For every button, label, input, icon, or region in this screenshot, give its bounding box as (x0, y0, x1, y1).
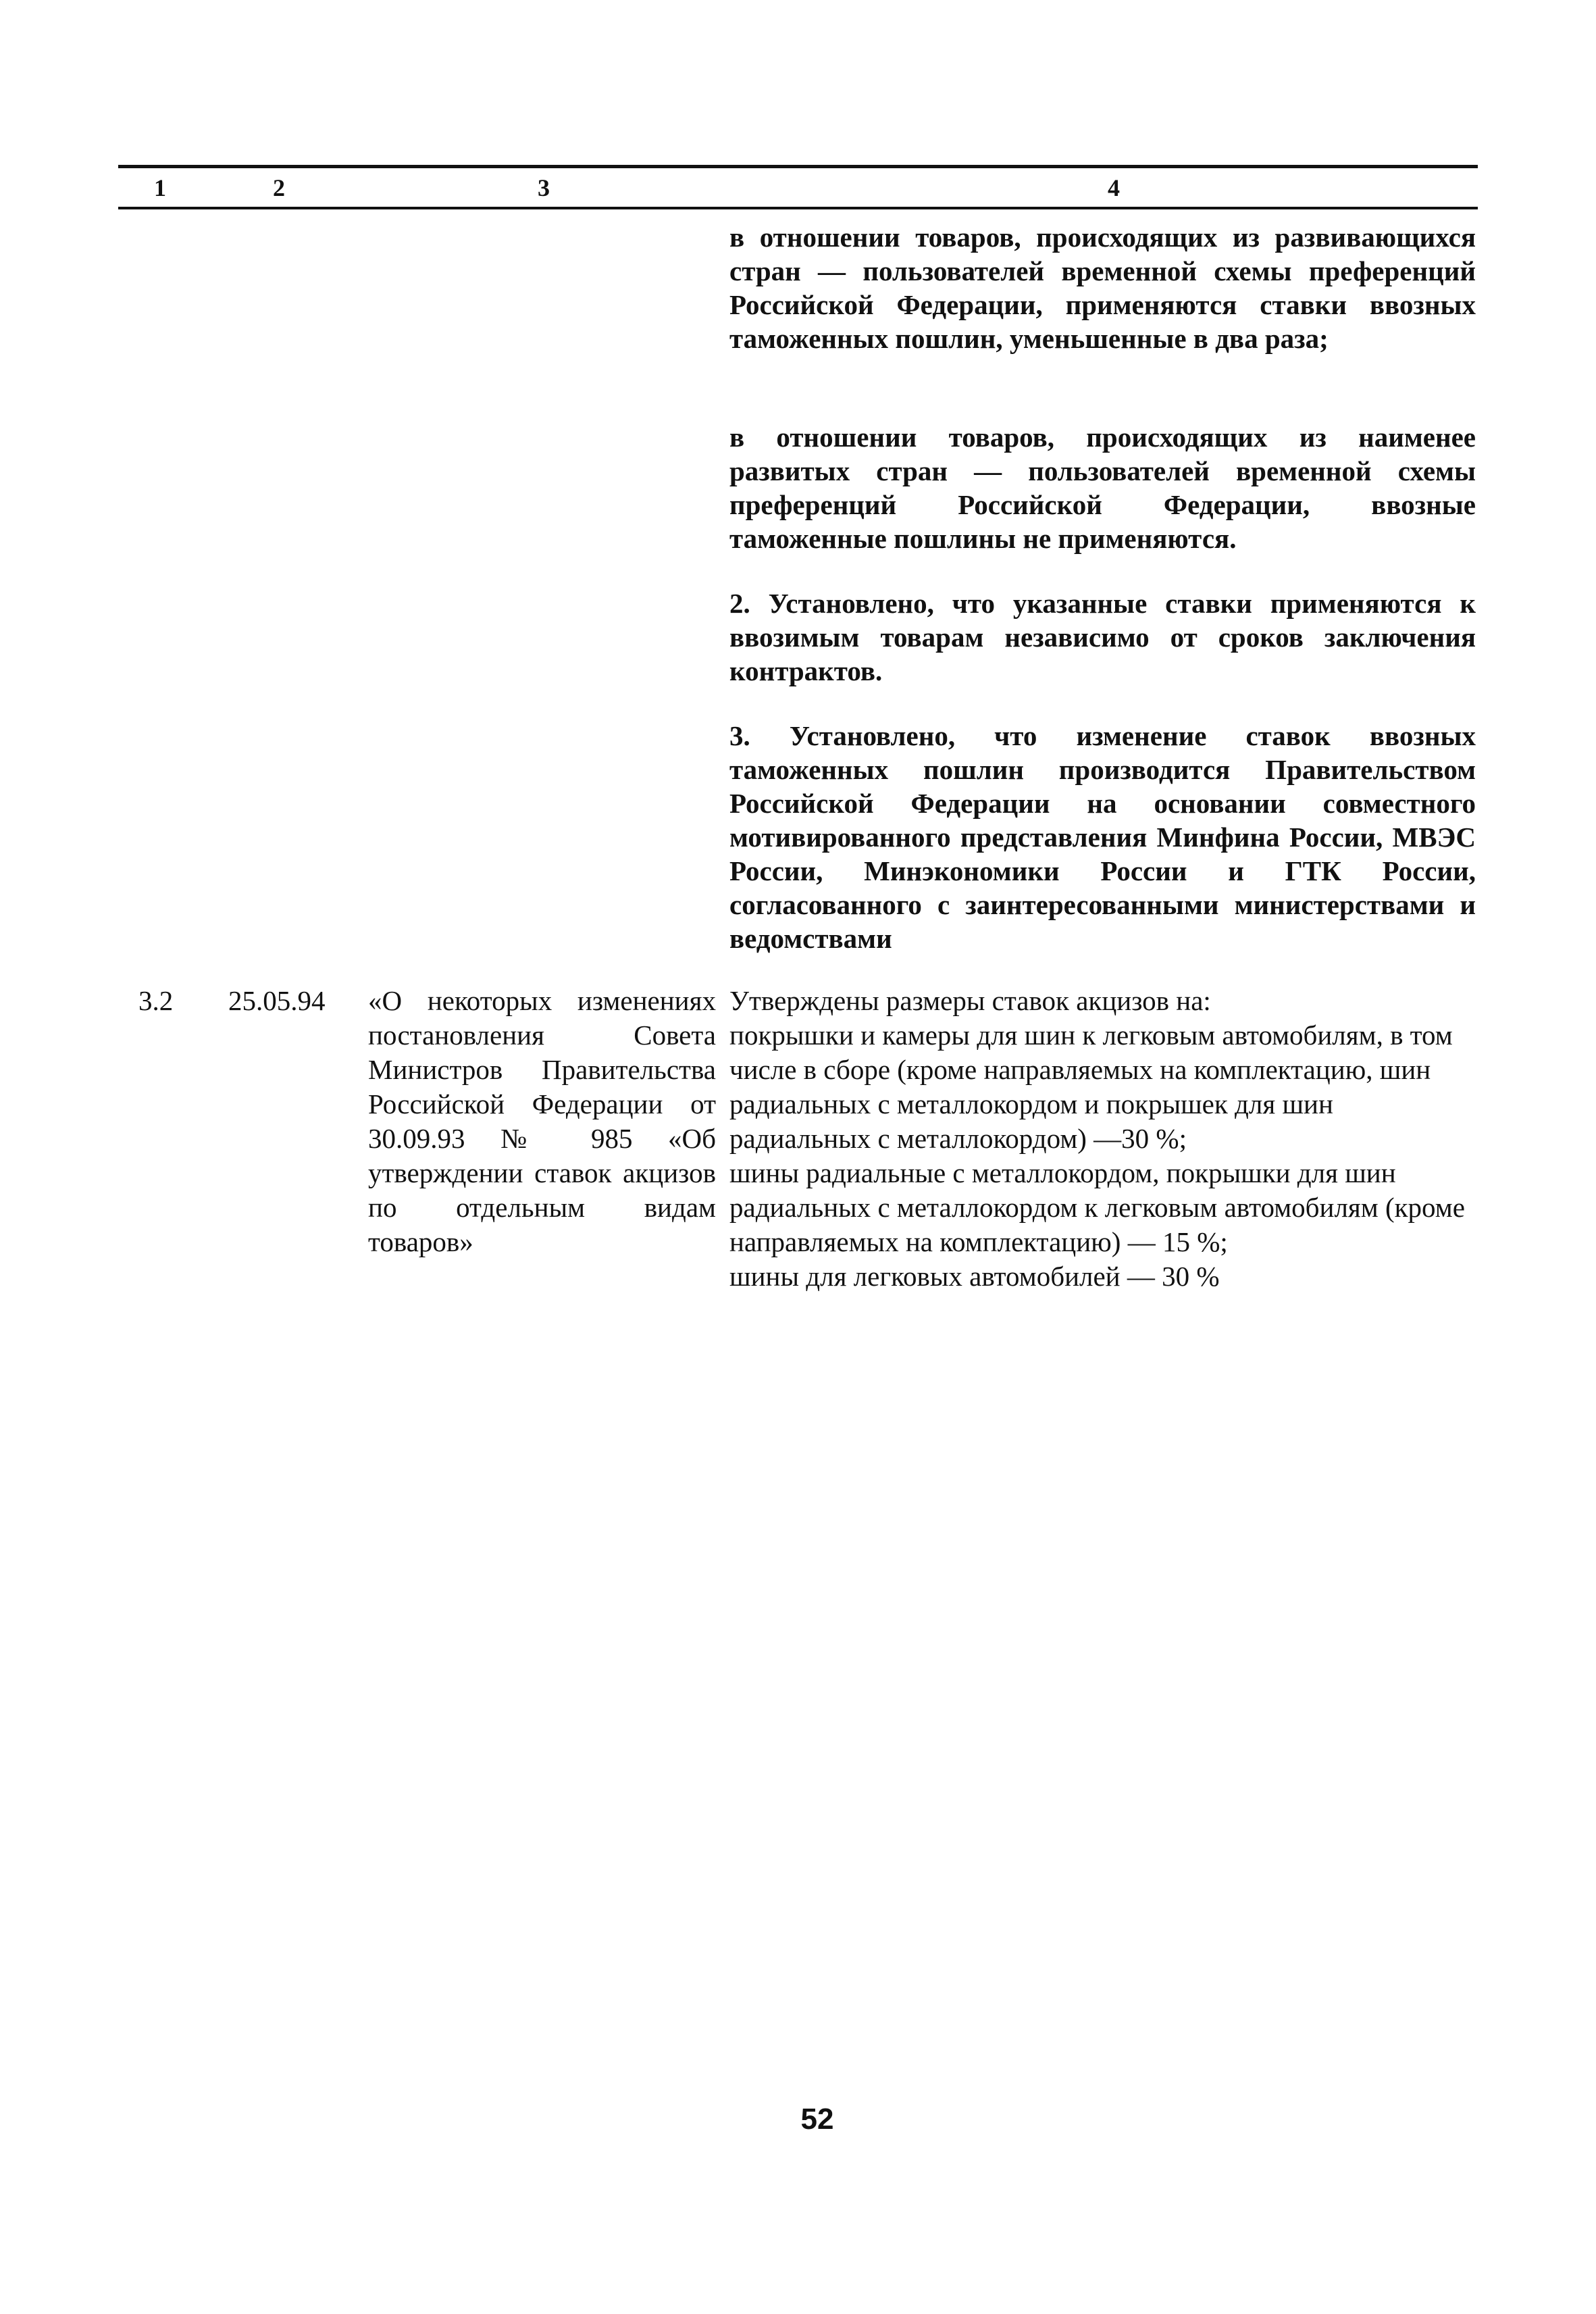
page-number: 52 (800, 2103, 834, 2136)
continued-paragraph: в отношении товаров, происходящих из развивающихся стран — пользователей временной схемы преференций Российской Федерации, применяются ставки ввозных таможенных пошлин, уменьшенные в два раза; (729, 222, 1476, 354)
table-header-rule (118, 207, 1478, 209)
column-number-1: 1 (154, 174, 166, 201)
column-number-2: 2 (273, 174, 285, 201)
table-top-rule (118, 165, 1478, 168)
continued-paragraph: 3. Установлено, что изменение ставок ввозных таможенных пошлин производится Правительством Российской Федерации на основании совместного мотивированного представления Минфина России, МВЭС России, Минэкономики России и ГТК России, согласованного с заинтересованными министерствами и ведомствами (729, 720, 1476, 954)
content-line: шины для легковых автомобилей — 30 % (729, 1261, 1220, 1292)
row-number: 3.2 (138, 985, 174, 1016)
content-line: покрышки и камеры для шин к легковым автомобилям, в том числе в сборе (кроме направляемых на комплектацию, шин радиальных с металлокордом и покрышек для шин радиальных с металлокордом) —30 %; (729, 1020, 1453, 1154)
continued-paragraph: 2. Установлено, что указанные ставки применяются к ввозимым товарам независимо от сроков заключения контрактов. (729, 588, 1476, 686)
content-line: шины радиальные с металлокордом, покрышки для шин радиальных с металлокордом к легковым автомобилям (кроме направляемых на комплектацию) — 15 %; (729, 1157, 1465, 1257)
row-date: 25.05.94 (228, 985, 326, 1016)
content-line: Утверждены размеры ставок акцизов на: (729, 985, 1211, 1016)
row-document-title: «О некоторых изменениях постановления Совета Министров Правительства Российской Федерации от 30.09.93 № 985 «Об утверждении ставок акцизов по отдельным видам товаров» (368, 985, 716, 1257)
row-content (729, 984, 1476, 1294)
continued-paragraph: в отношении товаров, происходящих из наименее развитых стран — пользователей временной схемы преференций Российской Федерации, ввозные таможенные пошлины не применяются. (729, 422, 1476, 554)
column-number-4: 4 (1108, 174, 1120, 201)
column-number-3: 3 (538, 174, 550, 201)
